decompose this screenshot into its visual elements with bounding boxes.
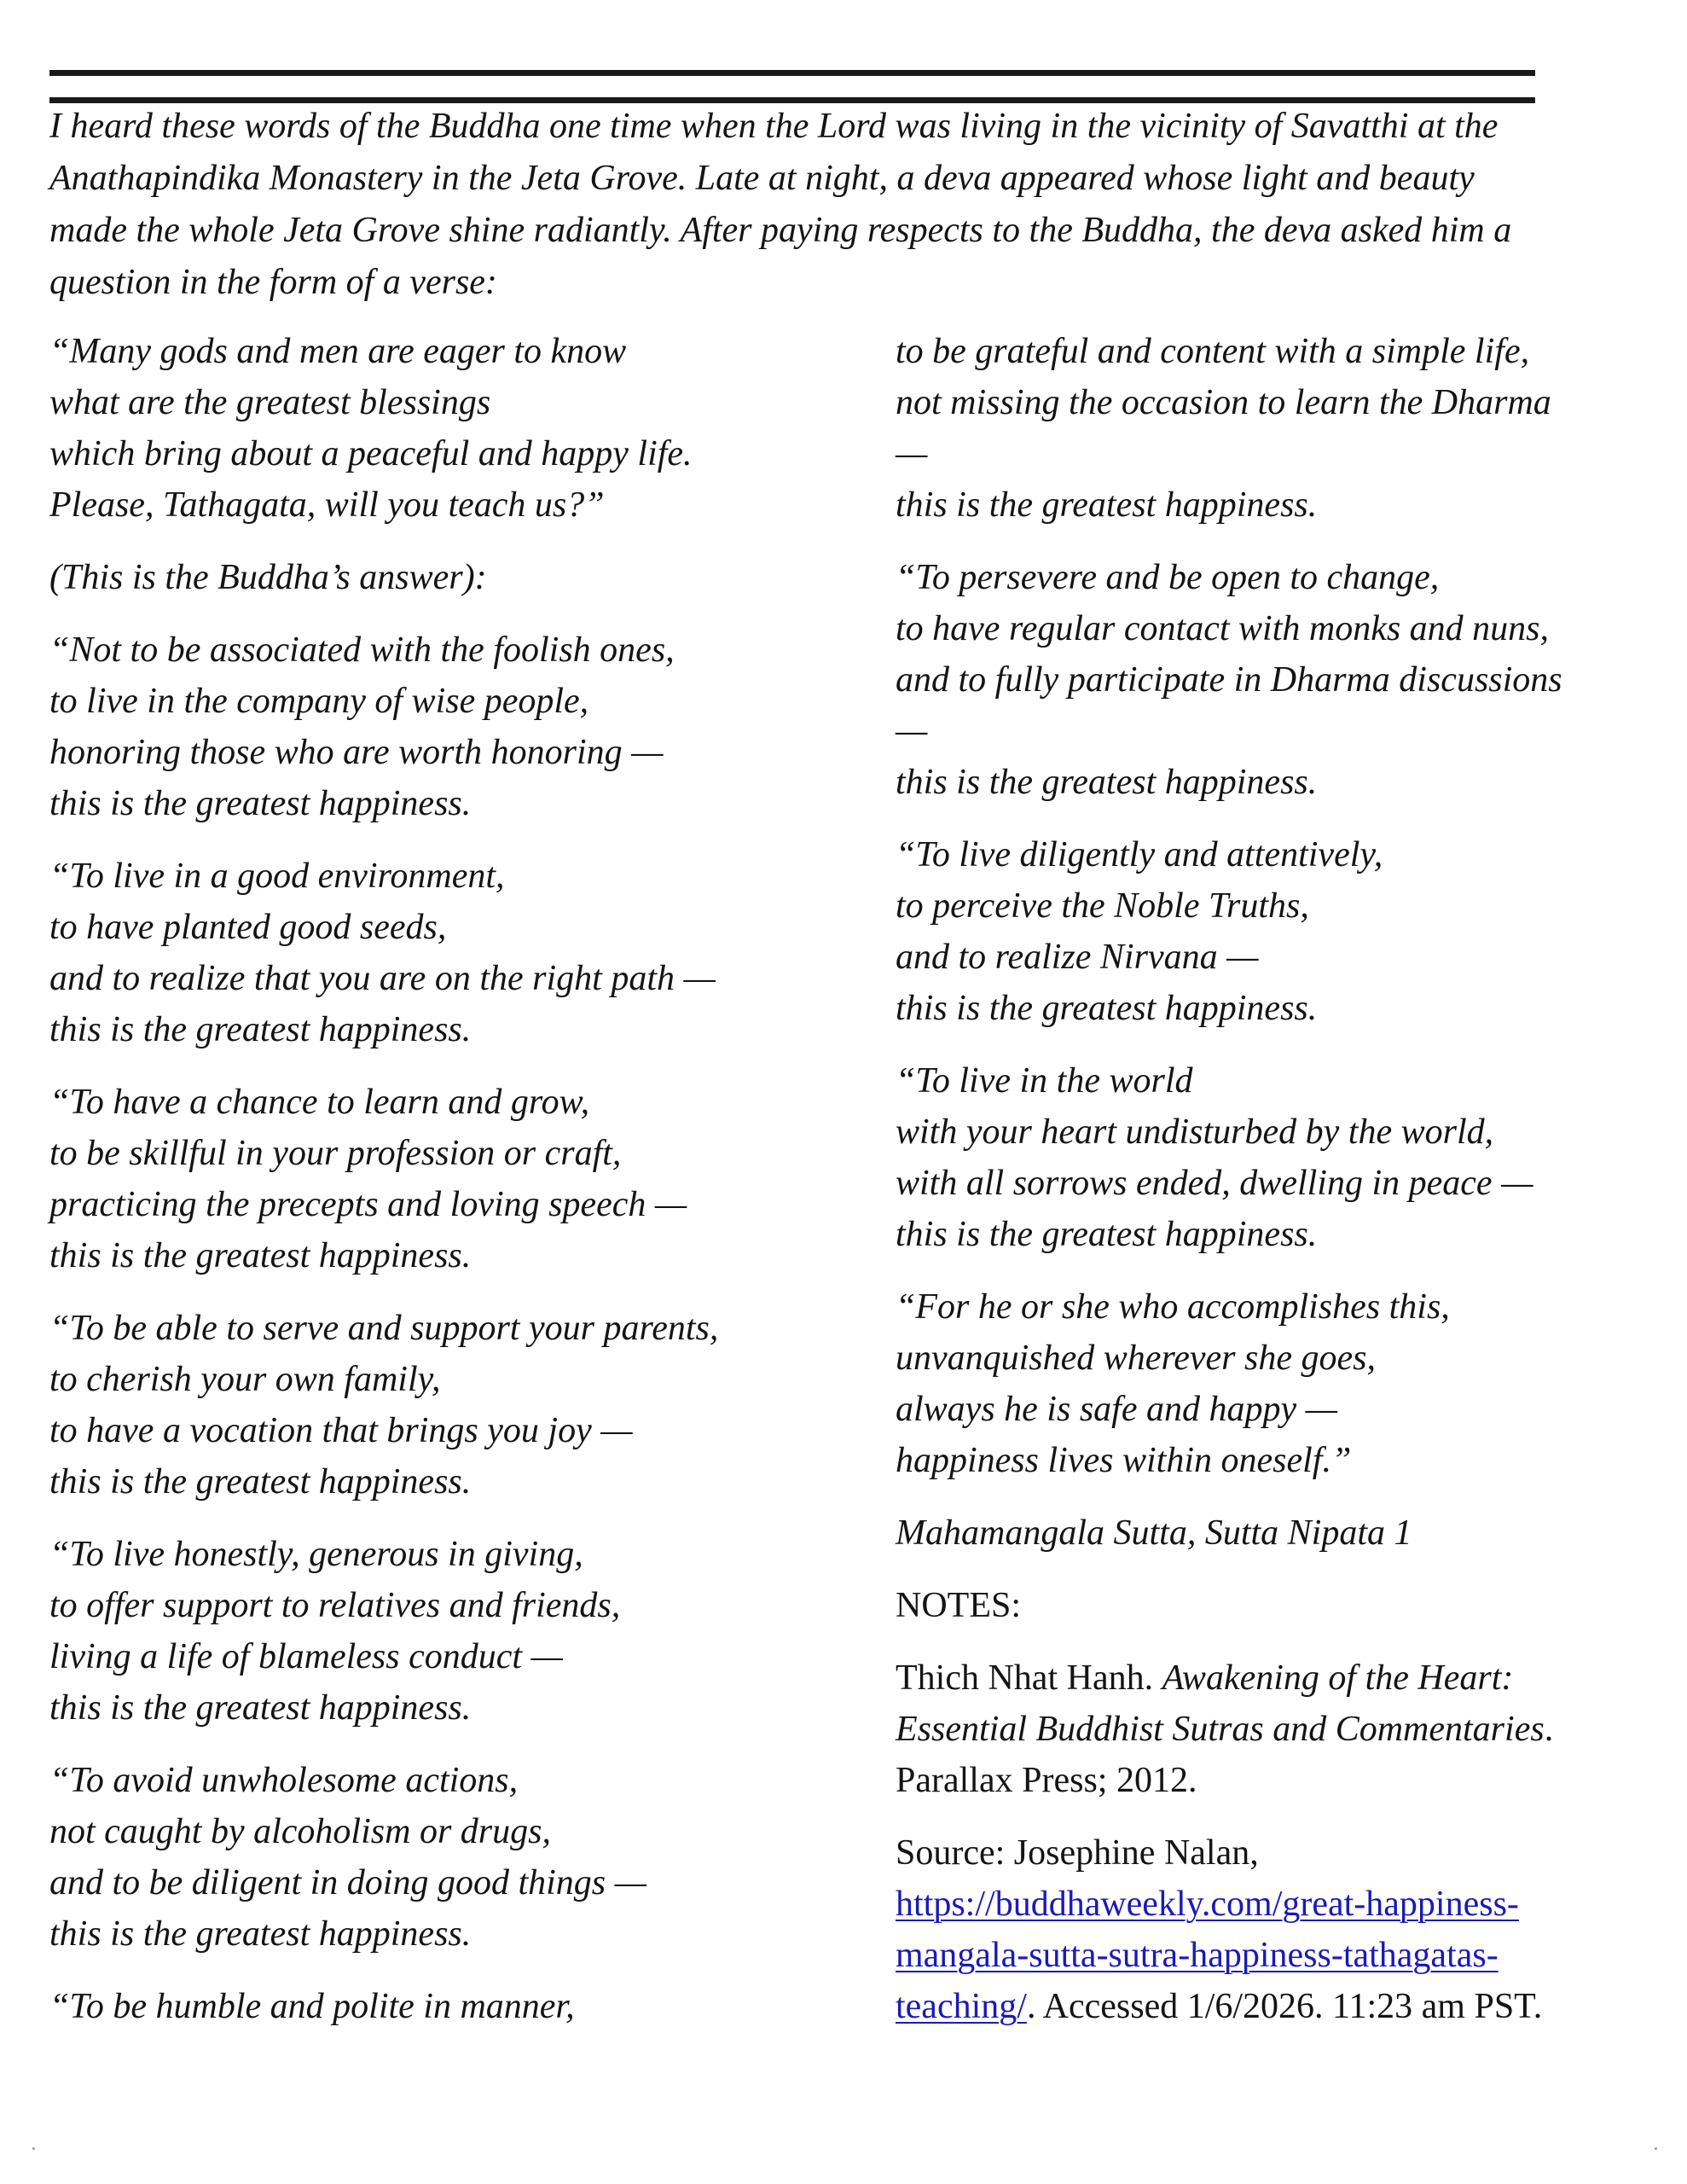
verse-line: this is the greatest happiness.	[49, 1236, 472, 1275]
verse-line: and to realize that you are on the right path —	[49, 959, 716, 998]
intro-line: I heard these words of the Buddha one time when the Lord was living in the vicinity of Savatthi at the	[49, 107, 1499, 146]
verse-line: (This is the Buddha’s answer):	[49, 558, 487, 597]
stanza	[896, 552, 1663, 808]
source-link[interactable]: teaching/	[896, 1987, 1027, 2026]
verse-line: this is the greatest happiness.	[896, 989, 1318, 1028]
notes-heading-block	[896, 1580, 1663, 1631]
intro-line: Anathapindika Monastery in the Jeta Grove. Late at night, a deva appeared whose light and beauty	[49, 159, 1475, 198]
verse-line: to perceive the Noble Truths,	[896, 886, 1309, 926]
verse-line: Please, Tathagata, will you teach us?”	[49, 485, 605, 525]
source-link[interactable]: mangala-sutta-sutra-happiness-tathagatas-	[896, 1936, 1499, 1975]
verse-line: this is the greatest happiness.	[49, 1688, 472, 1728]
verse-line: “To live in a good environment,	[49, 857, 505, 896]
verse-line: this is the greatest happiness.	[896, 763, 1318, 802]
source-block	[896, 1827, 1663, 2032]
verse-line: “To have a chance to learn and grow,	[49, 1083, 590, 1122]
stanza	[49, 624, 868, 829]
corner-mark	[32, 2147, 35, 2150]
verse-line: “To be able to serve and support your parents,	[49, 1309, 719, 1348]
stanza	[49, 1077, 868, 1281]
verse-line: happiness lives within oneself.”	[896, 1441, 1352, 1480]
source-link-line	[896, 1981, 1663, 2032]
verse-line: “To live in the world	[896, 1061, 1193, 1101]
verse-line: always he is safe and happy —	[896, 1390, 1337, 1429]
source-link-line	[896, 1930, 1663, 1981]
verse-line: this is the greatest happiness.	[896, 485, 1318, 525]
citation-line	[896, 1653, 1663, 1704]
right-column	[896, 326, 1663, 2053]
stanza-answer-intro	[49, 552, 868, 603]
verse-line: and to realize Nirvana —	[896, 938, 1259, 977]
citation-period: .	[1544, 1710, 1554, 1749]
verse-line: this is the greatest happiness.	[896, 1215, 1318, 1254]
verse-line: to be grateful and content with a simple life,	[896, 332, 1530, 371]
citation-title: Essential Buddhist Sutras and Commentaries	[896, 1710, 1545, 1749]
stanza	[49, 1755, 868, 1960]
verse-line: to cherish your own family,	[49, 1360, 441, 1399]
verse-line: —	[896, 434, 928, 473]
source-accessed: . Accessed 1/6/2026. 11:23 am PST.	[1026, 1987, 1543, 2026]
stanza	[896, 829, 1663, 1034]
verse-line: not missing the occasion to learn the Dharma	[896, 383, 1551, 422]
verse-line: this is the greatest happiness.	[49, 784, 472, 823]
verse-line: —	[896, 712, 928, 751]
verse-line: to have planted good seeds,	[49, 908, 447, 947]
stanza	[49, 851, 868, 1055]
corner-mark	[1655, 2147, 1657, 2150]
citation-publisher: Parallax Press; 2012.	[896, 1761, 1197, 1800]
source-link-line	[896, 1879, 1663, 1930]
stanza	[896, 1055, 1663, 1260]
sutta-attribution	[896, 1507, 1663, 1559]
verse-line: “To live honestly, generous in giving,	[49, 1535, 583, 1574]
verse-line: to live in the company of wise people,	[49, 682, 589, 721]
verse-line: this is the greatest happiness.	[49, 1010, 472, 1049]
notes-heading: NOTES:	[896, 1586, 1021, 1625]
verse-line: to be skillful in your profession or craft,	[49, 1134, 622, 1173]
verse-line: and to be diligent in doing good things —	[49, 1863, 646, 1902]
citation-title: Awakening of the Heart:	[1162, 1658, 1514, 1698]
attribution-line: Mahamangala Sutta, Sutta Nipata 1	[896, 1513, 1412, 1553]
verse-line: “Many gods and men are eager to know	[49, 332, 627, 371]
stanza	[896, 1281, 1663, 1486]
verse-line: to offer support to relatives and friends,	[49, 1586, 621, 1625]
verse-line: this is the greatest happiness.	[49, 1462, 472, 1502]
citation-line	[896, 1704, 1663, 1755]
stanza-question	[49, 326, 868, 531]
intro-paragraph	[49, 101, 1653, 309]
verse-line: what are the greatest blessings	[49, 383, 491, 422]
verse-line: and to fully participate in Dharma discussions	[896, 660, 1562, 700]
verse-line: which bring about a peaceful and happy life.	[49, 434, 693, 473]
verse-line: this is the greatest happiness.	[49, 1914, 472, 1954]
verse-line: practicing the precepts and loving speech —	[49, 1185, 687, 1224]
verse-line: not caught by alcoholism or drugs,	[49, 1812, 551, 1851]
stanza	[896, 326, 1663, 531]
source-link[interactable]: https://buddhaweekly.com/great-happiness-	[896, 1885, 1519, 1924]
stanza	[49, 1529, 868, 1734]
stanza	[49, 1303, 868, 1507]
verse-line: “For he or she who accomplishes this,	[896, 1287, 1450, 1327]
verse-line: with all sorrows ended, dwelling in peace —	[896, 1164, 1533, 1203]
verse-line: to have regular contact with monks and nuns,	[896, 609, 1550, 648]
verse-line: “To avoid unwholesome actions,	[49, 1761, 519, 1800]
verse-line: “To be humble and polite in manner,	[49, 1987, 575, 2026]
intro-line: question in the form of a verse:	[49, 263, 497, 302]
citation-author: Thich Nhat Hanh.	[896, 1658, 1162, 1698]
source-label: Source: Josephine Nalan,	[896, 1833, 1259, 1873]
citation-block	[896, 1653, 1663, 1806]
top-rule	[49, 70, 1535, 76]
verse-line: with your heart undisturbed by the world,	[896, 1112, 1494, 1152]
verse-line: living a life of blameless conduct —	[49, 1637, 563, 1676]
verse-line: to have a vocation that brings you joy —	[49, 1411, 633, 1450]
stanza	[49, 1981, 868, 2032]
verse-line: “To persevere and be open to change,	[896, 558, 1440, 597]
intro-line: made the whole Jeta Grove shine radiantly. After paying respects to the Buddha, the deva asked him a	[49, 211, 1512, 250]
left-column	[49, 326, 868, 2053]
verse-line: “To live diligently and attentively,	[896, 835, 1383, 874]
verse-line: “Not to be associated with the foolish ones,	[49, 630, 675, 670]
verse-line: honoring those who are worth honoring —	[49, 733, 664, 772]
verse-line: unvanquished wherever she goes,	[896, 1339, 1376, 1378]
